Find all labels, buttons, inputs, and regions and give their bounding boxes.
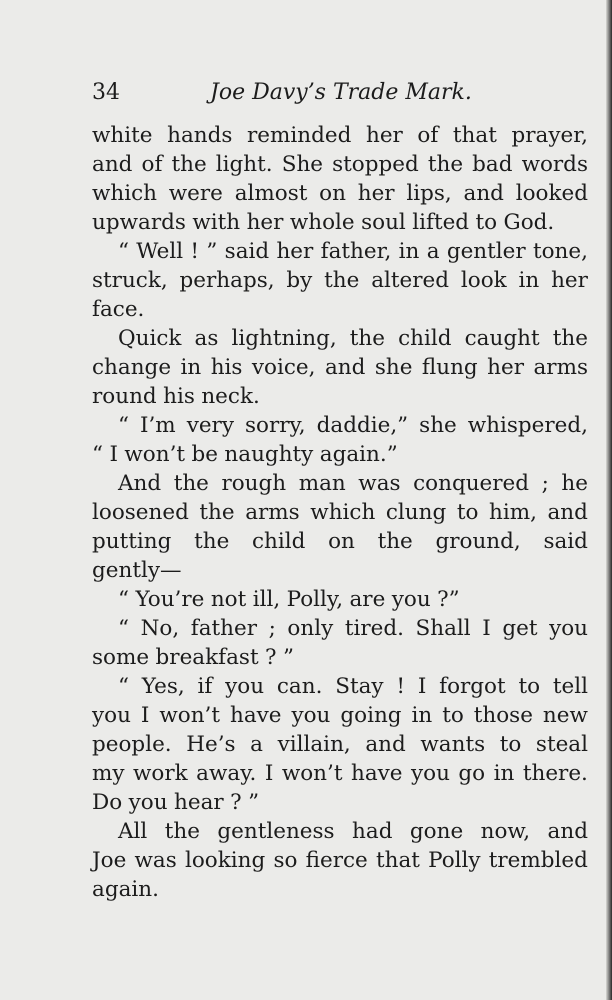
word: on bbox=[328, 529, 355, 554]
word: you bbox=[128, 790, 168, 815]
text-line bbox=[92, 498, 588, 527]
word: look bbox=[460, 268, 507, 293]
text-line bbox=[92, 556, 588, 585]
word: She bbox=[281, 152, 324, 177]
word: to bbox=[456, 500, 479, 525]
word: gone bbox=[409, 819, 464, 844]
text-line bbox=[92, 411, 588, 440]
word: conquered bbox=[413, 471, 530, 496]
word: ” bbox=[248, 790, 260, 815]
word: ? bbox=[265, 645, 277, 670]
word: not bbox=[210, 587, 247, 612]
word: a bbox=[426, 239, 440, 264]
text-line bbox=[92, 875, 588, 904]
word: won’t bbox=[281, 761, 343, 786]
word: All bbox=[118, 819, 148, 844]
text-line bbox=[92, 585, 588, 614]
word: in bbox=[411, 703, 433, 728]
word: which bbox=[92, 181, 158, 206]
word: in bbox=[493, 761, 515, 786]
word: on bbox=[319, 181, 346, 206]
word: gentler bbox=[446, 239, 526, 264]
word: in bbox=[398, 239, 420, 264]
word: soul bbox=[361, 210, 406, 235]
word: which bbox=[310, 500, 376, 525]
word: her bbox=[551, 268, 588, 293]
word: clung bbox=[385, 500, 447, 525]
word: you bbox=[411, 761, 450, 786]
word: the bbox=[377, 529, 413, 554]
word: ; bbox=[268, 616, 276, 641]
text-line bbox=[92, 266, 588, 295]
word: altered bbox=[371, 268, 450, 293]
word: Joe bbox=[92, 848, 127, 873]
word: the bbox=[171, 152, 207, 177]
word: bad bbox=[472, 152, 513, 177]
word: was bbox=[134, 848, 177, 873]
word: “ bbox=[118, 587, 129, 612]
word: the bbox=[324, 268, 360, 293]
word: and bbox=[547, 819, 588, 844]
running-title: Joe Davy’s Trade Mark. bbox=[210, 80, 472, 105]
word: He’s bbox=[186, 732, 236, 757]
word: have bbox=[350, 761, 403, 786]
word: putting bbox=[92, 529, 172, 554]
text-line bbox=[92, 208, 588, 237]
word: in bbox=[518, 268, 540, 293]
word: I bbox=[482, 616, 491, 641]
word: Polly bbox=[428, 848, 481, 873]
word: of bbox=[417, 123, 439, 148]
word: God. bbox=[503, 210, 555, 235]
word: struck, bbox=[92, 268, 168, 293]
text-line bbox=[92, 295, 588, 324]
word: face. bbox=[92, 297, 145, 322]
word: “ bbox=[118, 239, 129, 264]
word: are bbox=[349, 587, 386, 612]
text-line bbox=[92, 382, 588, 411]
word: You’re bbox=[135, 587, 205, 612]
word: arms bbox=[245, 500, 300, 525]
word: you bbox=[291, 703, 331, 728]
word: her bbox=[487, 355, 525, 380]
word: lifted bbox=[412, 210, 470, 235]
page-header bbox=[92, 80, 502, 110]
word: loosened bbox=[92, 500, 189, 525]
text-line bbox=[92, 179, 588, 208]
text-line bbox=[92, 643, 588, 672]
word: voice, bbox=[251, 355, 316, 380]
word: that bbox=[452, 123, 497, 148]
word: Quick bbox=[118, 326, 182, 351]
word: lips, bbox=[406, 181, 452, 206]
text-line bbox=[92, 614, 588, 643]
word: And bbox=[118, 471, 162, 496]
word: stopped bbox=[332, 152, 419, 177]
word: child bbox=[251, 529, 306, 554]
word: “ bbox=[92, 442, 103, 467]
word: I bbox=[109, 442, 118, 467]
word: you bbox=[549, 616, 588, 641]
word: naughty bbox=[224, 442, 314, 467]
word: breakfast bbox=[155, 645, 259, 670]
word: of bbox=[141, 152, 163, 177]
text-line bbox=[92, 121, 588, 150]
page-edge-shadow bbox=[606, 0, 612, 1000]
word: caught bbox=[464, 326, 540, 351]
word: I bbox=[140, 703, 150, 728]
word: there. bbox=[522, 761, 588, 786]
word: ” bbox=[283, 645, 294, 670]
word: you bbox=[225, 674, 265, 699]
word: gentleness bbox=[217, 819, 335, 844]
word: tired. bbox=[344, 616, 404, 641]
page-number: 34 bbox=[92, 80, 120, 105]
text-line bbox=[92, 817, 588, 846]
word: upwards bbox=[92, 210, 186, 235]
word: my bbox=[92, 761, 125, 786]
word: in bbox=[180, 355, 202, 380]
text-line bbox=[92, 353, 588, 382]
word: round bbox=[92, 384, 157, 409]
word: the bbox=[164, 819, 200, 844]
word: man bbox=[298, 471, 346, 496]
word: ! bbox=[190, 239, 200, 264]
word: him, bbox=[488, 500, 537, 525]
word: I bbox=[264, 761, 274, 786]
word: going bbox=[340, 703, 402, 728]
word: work bbox=[133, 761, 188, 786]
word: said bbox=[224, 239, 270, 264]
word: people. bbox=[92, 732, 172, 757]
word: now, bbox=[480, 819, 531, 844]
word: so bbox=[273, 848, 298, 873]
text-line bbox=[92, 730, 588, 759]
word: villain, bbox=[277, 732, 351, 757]
word: won’t bbox=[124, 442, 186, 467]
word: whispered, bbox=[467, 413, 588, 438]
word: perhaps, bbox=[179, 268, 275, 293]
word: have bbox=[229, 703, 282, 728]
word: Polly, bbox=[286, 587, 344, 612]
word: father bbox=[190, 616, 258, 641]
word: ill, bbox=[252, 587, 281, 612]
word: her bbox=[276, 239, 314, 264]
word: forgot bbox=[439, 674, 506, 699]
word: daddie,” bbox=[316, 413, 409, 438]
word: again.” bbox=[319, 442, 398, 467]
word: she bbox=[419, 413, 457, 438]
text-line bbox=[92, 324, 588, 353]
word: ” bbox=[206, 239, 218, 264]
word: “ bbox=[118, 616, 129, 641]
word: as bbox=[194, 326, 219, 351]
word: her bbox=[365, 123, 403, 148]
word: tone, bbox=[532, 239, 588, 264]
word: almost bbox=[234, 181, 308, 206]
word: Well bbox=[136, 239, 184, 264]
word: get bbox=[502, 616, 538, 641]
word: the bbox=[552, 326, 588, 351]
word: gently— bbox=[92, 558, 182, 583]
word: were bbox=[168, 181, 223, 206]
word: ?” bbox=[437, 587, 460, 612]
word: light. bbox=[215, 152, 273, 177]
text-line bbox=[92, 469, 588, 498]
word: that bbox=[375, 848, 420, 873]
word: No, bbox=[140, 616, 180, 641]
word: white bbox=[92, 123, 153, 148]
word: by bbox=[286, 268, 313, 293]
word: new bbox=[542, 703, 588, 728]
word: sorry, bbox=[244, 413, 306, 438]
word: whole bbox=[289, 210, 355, 235]
word: I’m bbox=[139, 413, 176, 438]
word: Yes, bbox=[141, 674, 185, 699]
word: ground, bbox=[435, 529, 521, 554]
word: can. bbox=[276, 674, 323, 699]
word: with bbox=[192, 210, 241, 235]
word: his bbox=[210, 355, 243, 380]
word: ; bbox=[541, 471, 549, 496]
word: and bbox=[463, 181, 504, 206]
word: to bbox=[499, 732, 522, 757]
word: Shall bbox=[415, 616, 471, 641]
word: arms bbox=[533, 355, 588, 380]
word: away. bbox=[196, 761, 257, 786]
word: his bbox=[163, 384, 195, 409]
word: and bbox=[365, 732, 406, 757]
word: “ bbox=[118, 674, 129, 699]
word: wants bbox=[420, 732, 486, 757]
word: looked bbox=[515, 181, 588, 206]
text-line bbox=[92, 527, 588, 556]
word: reminded bbox=[247, 123, 352, 148]
word: had bbox=[352, 819, 393, 844]
text-line bbox=[92, 237, 588, 266]
word: the bbox=[173, 471, 209, 496]
word: lightning, bbox=[231, 326, 337, 351]
word: father, bbox=[320, 239, 392, 264]
word: won’t bbox=[159, 703, 221, 728]
word: the bbox=[194, 529, 230, 554]
word: prayer, bbox=[511, 123, 588, 148]
word: the bbox=[199, 500, 235, 525]
word: looking bbox=[184, 848, 266, 873]
word: to bbox=[475, 210, 498, 235]
word: I bbox=[417, 674, 427, 699]
word: trembled bbox=[488, 848, 588, 873]
word: hands bbox=[167, 123, 233, 148]
word: ? bbox=[230, 790, 242, 815]
word: and bbox=[92, 152, 133, 177]
text-line bbox=[92, 701, 588, 730]
word: “ bbox=[118, 413, 129, 438]
word: Stay bbox=[335, 674, 384, 699]
word: her bbox=[357, 181, 395, 206]
word: those bbox=[473, 703, 533, 728]
word: flung bbox=[421, 355, 478, 380]
word: very bbox=[186, 413, 234, 438]
word: her bbox=[246, 210, 284, 235]
word: some bbox=[92, 645, 150, 670]
word: and bbox=[547, 500, 588, 525]
word: to bbox=[442, 703, 464, 728]
word: only bbox=[287, 616, 334, 641]
text-line bbox=[92, 440, 588, 469]
word: neck. bbox=[201, 384, 260, 409]
word: words bbox=[521, 152, 588, 177]
text-line bbox=[92, 846, 588, 875]
word: if bbox=[197, 674, 213, 699]
text-line bbox=[92, 788, 588, 817]
word: go bbox=[458, 761, 486, 786]
word: was bbox=[358, 471, 401, 496]
text-line bbox=[92, 759, 588, 788]
word: you bbox=[391, 587, 431, 612]
body-text bbox=[92, 121, 588, 904]
word: hear bbox=[174, 790, 224, 815]
word: rough bbox=[221, 471, 287, 496]
word: to bbox=[518, 674, 541, 699]
word: tell bbox=[552, 674, 588, 699]
text-line bbox=[92, 672, 588, 701]
word: be bbox=[191, 442, 218, 467]
text-line bbox=[92, 150, 588, 179]
word: steal bbox=[535, 732, 588, 757]
word: fierce bbox=[305, 848, 368, 873]
word: again. bbox=[92, 877, 159, 902]
word: she bbox=[374, 355, 413, 380]
word: ! bbox=[396, 674, 406, 699]
word: he bbox=[561, 471, 588, 496]
word: change bbox=[92, 355, 172, 380]
word: the bbox=[427, 152, 464, 177]
word: Do bbox=[92, 790, 123, 815]
word: child bbox=[398, 326, 452, 351]
word: and bbox=[324, 355, 366, 380]
word: said bbox=[543, 529, 588, 554]
word: the bbox=[349, 326, 385, 351]
word: you bbox=[92, 703, 131, 728]
word: a bbox=[250, 732, 263, 757]
